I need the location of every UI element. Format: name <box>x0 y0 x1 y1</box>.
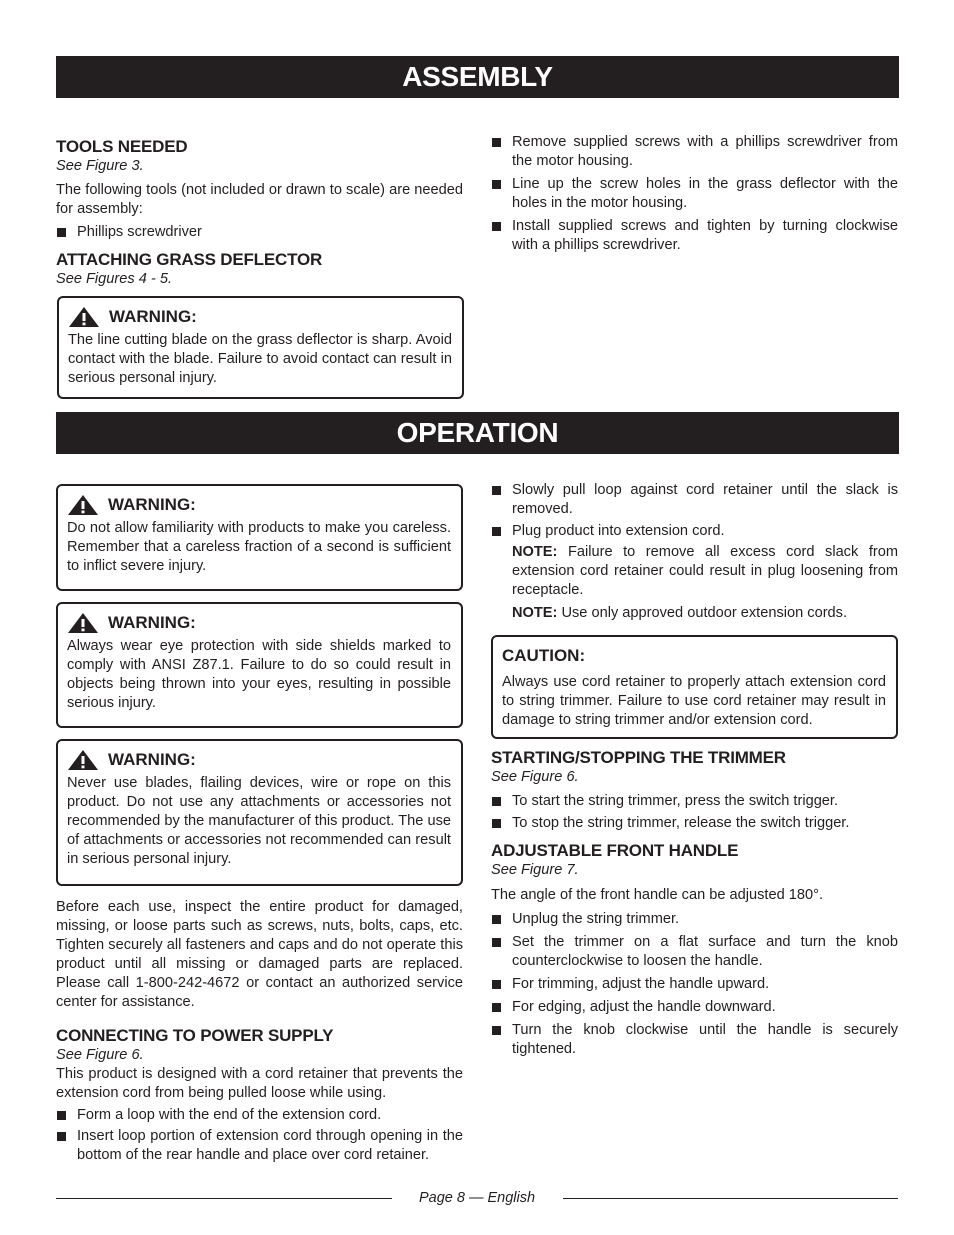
bullet-icon <box>492 486 501 495</box>
operation-title: OPERATION <box>396 417 559 448</box>
tools-needed-figure-ref: See Figure 3. <box>56 158 144 174</box>
bullet-icon <box>492 222 501 231</box>
power-heading: CONNECTING TO POWER SUPPLY <box>56 1026 334 1045</box>
assembly-title: ASSEMBLY <box>402 61 553 92</box>
bullet-icon <box>492 138 501 147</box>
list-item: For edging, adjust the handle downward. <box>491 998 898 1017</box>
power-figure-ref: See Figure 6. <box>56 1047 144 1063</box>
bullet-icon <box>57 1111 66 1120</box>
caution-text: Always use cord retainer to properly attach extension cord to string trimmer. Failure to use cord retainer may result in damage to string trimmer and/or extension cord. <box>502 674 886 728</box>
handle-text: The angle of the front handle can be adjusted 180°. <box>491 887 824 903</box>
bullet-icon <box>492 180 501 189</box>
tools-needed-heading: TOOLS NEEDED <box>56 137 188 156</box>
list-item: Turn the knob clockwise until the handle is securely tightened. <box>491 1021 898 1059</box>
warning-header <box>68 306 452 328</box>
operation-warning-box-1 <box>56 484 463 591</box>
list-item: Form a loop with the end of the extension cord. <box>56 1106 463 1125</box>
list-item: Plug product into extension cord. <box>491 522 898 541</box>
caution-title: CAUTION: <box>502 646 586 665</box>
list-item: Remove supplied screws with a phillips screwdriver from the motor housing. <box>491 133 898 171</box>
operation-warning-box-2 <box>56 602 463 728</box>
handle-figure-ref: See Figure 7. <box>491 862 579 878</box>
attaching-figure-ref: See Figures 4 - 5. <box>56 271 172 287</box>
power-text: This product is designed with a cord retainer that prevents the extension cord from being pulled loose while using. <box>56 1066 463 1101</box>
warning-header <box>67 612 451 634</box>
bullet-icon <box>492 1026 501 1035</box>
list-item: For trimming, adjust the handle upward. <box>491 975 898 994</box>
warning-text: The line cutting blade on the grass deflector is sharp. Avoid contact with the blade. Failure to avoid contact can result in serious personal injury. <box>68 332 452 386</box>
handle-heading: ADJUSTABLE FRONT HANDLE <box>491 841 739 860</box>
operation-right-column-top <box>491 481 898 623</box>
warning-title: WARNING: <box>109 307 197 326</box>
bullet-icon <box>492 819 501 828</box>
starting-steps <box>491 792 898 833</box>
bullet-icon <box>492 938 501 947</box>
handle-steps <box>491 910 898 1059</box>
warning-triangle-icon <box>67 494 99 516</box>
caution-box <box>491 635 898 739</box>
starting-heading: STARTING/STOPPING THE TRIMMER <box>491 748 786 767</box>
operation-warning-box-3 <box>56 739 463 886</box>
bullet-icon <box>492 797 501 806</box>
warning-header <box>67 494 451 516</box>
list-item: Install supplied screws and tighten by turning clockwise with a phillips screwdriver. <box>491 217 898 255</box>
list-item: Insert loop portion of extension cord through opening in the bottom of the rear handle and place over cord retainer. <box>56 1127 463 1165</box>
warning-triangle-icon <box>68 306 100 328</box>
attaching-steps <box>491 133 898 255</box>
warning-triangle-icon <box>67 749 99 771</box>
assembly-left-column <box>56 137 463 289</box>
assembly-right-column <box>491 133 898 255</box>
operation-right-column-bottom <box>491 748 898 1059</box>
tools-needed-text: The following tools (not included or drawn to scale) are needed for assembly: <box>56 182 463 217</box>
warning-title: WARNING: <box>108 613 196 632</box>
warning-text: Always wear eye protection with side shields marked to comply with ANSI Z87.1. Failure to do so could result in objects being thrown into your eyes, resulting in possible serious injury. <box>67 638 451 711</box>
warning-triangle-icon <box>67 612 99 634</box>
bullet-icon <box>57 228 66 237</box>
starting-figure-ref: See Figure 6. <box>491 769 579 785</box>
warning-title: WARNING: <box>108 495 196 514</box>
bullet-icon <box>492 527 501 536</box>
power-steps-right <box>491 481 898 541</box>
warning-title: WARNING: <box>108 750 196 769</box>
attaching-heading: ATTACHING GRASS DEFLECTOR <box>56 250 323 269</box>
list-item: Slowly pull loop against cord retainer until the slack is removed. <box>491 481 898 519</box>
list-item: Set the trimmer on a flat surface and turn the knob counterclockwise to loosen the handle. <box>491 933 898 971</box>
caution-header <box>502 645 886 667</box>
warning-text: Do not allow familiarity with products to make you careless. Remember that a careless fraction of a second is sufficient to inflict severe injury. <box>67 520 451 574</box>
bullet-icon <box>57 1132 66 1141</box>
assembly-banner <box>56 56 899 98</box>
list-item: Phillips screwdriver <box>56 223 463 242</box>
warning-header <box>67 749 451 771</box>
list-item: Line up the screw holes in the grass deflector with the holes in the motor housing. <box>491 175 898 213</box>
list-item: Unplug the string trimmer. <box>491 910 898 929</box>
bullet-icon <box>492 1003 501 1012</box>
list-item: To stop the string trimmer, release the switch trigger. <box>491 814 898 833</box>
inspect-text: Before each use, inspect the entire product for damaged, missing, or loose parts such as screws, nuts, bolts, caps, etc. Tighten securely all fasteners and caps and do not operate this product until all missing or damaged parts are replaced. Please call 1-800-242-4672 or contact an authorized service center for assistance. <box>56 899 463 1010</box>
bullet-icon <box>492 980 501 989</box>
bullet-icon <box>492 915 501 924</box>
list-item: To start the string trimmer, press the switch trigger. <box>491 792 898 811</box>
note-1: NOTE: Failure to remove all excess cord slack from extension cord retainer could result in plug loosening from receptacle. <box>512 544 899 598</box>
assembly-warning-box <box>57 296 464 399</box>
tools-list <box>56 223 463 242</box>
warning-text: Never use blades, flailing devices, wire or rope on this product. Do not use any attachments or accessories not recommended by the manufacturer of this product. The use of attachments or accessories not recommended can result in serious personal injury. <box>67 775 451 867</box>
operation-banner <box>56 412 899 454</box>
operation-left-column <box>56 898 463 1165</box>
page-number: Page 8 — English <box>418 1190 536 1206</box>
power-steps-left <box>56 1106 463 1165</box>
note-2: NOTE: Use only approved outdoor extension cords. <box>512 605 848 621</box>
